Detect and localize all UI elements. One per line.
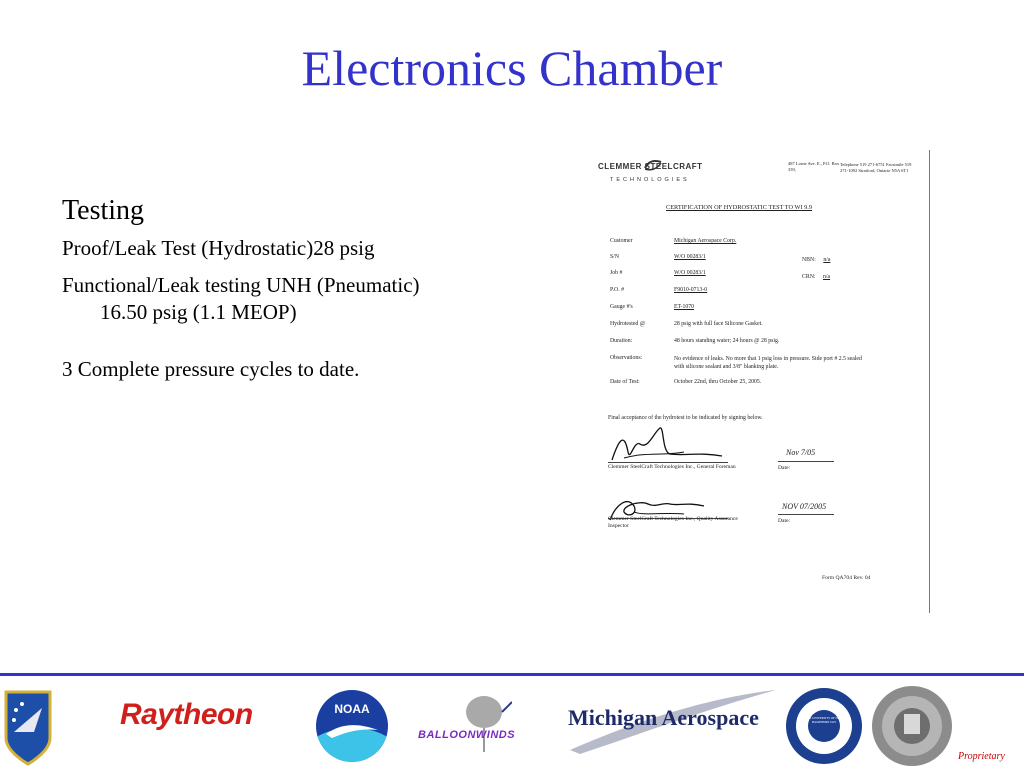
field-value: 28 psig with full face Silicone Gasket. [674, 321, 763, 327]
balloon-icon [452, 694, 512, 756]
document-edge [929, 150, 930, 613]
date-label: Date: [778, 465, 791, 471]
raytheon-logo: Raytheon [120, 698, 253, 731]
field-value: 48 hours standing water; 24 hours @ 28 psig. [674, 338, 780, 344]
signature-foreman [604, 422, 724, 467]
crn-field [802, 274, 830, 280]
noaa-text: NOAA [334, 702, 370, 716]
date-line [778, 514, 834, 515]
bullet-proof-test: Proof/Leak Test (Hydrostatic)28 psig [62, 236, 375, 260]
company-sub: TECHNOLOGIES [610, 177, 690, 183]
nbn-value: n/a [823, 257, 831, 263]
date-label: Date: [778, 518, 791, 524]
date-foreman: Nov 7/05 [786, 448, 816, 457]
unh-seal-center [808, 710, 840, 742]
michigan-aerospace-logo: Michigan Aerospace [568, 705, 759, 730]
company-name: CLEMMER STEELCRAFT [598, 162, 703, 171]
field-value: October 22nd, thru October 25, 2005. [674, 379, 762, 385]
bullet-cycles: 3 Complete pressure cycles to date. [62, 357, 360, 381]
hawaii-seal-logo [870, 684, 954, 768]
signer-inspector: Clemmer SteelCraft Technologies Inc., Quality Assurance Inspector [608, 516, 738, 529]
crn-label: CRN: [802, 274, 816, 280]
field-value: W/O 00283/1 [674, 270, 706, 276]
field-label: Observations: [610, 355, 643, 361]
noaa-logo [316, 690, 388, 762]
unh-seal [786, 688, 862, 764]
signature-line [608, 462, 728, 463]
balloonwinds-logo: BALLOONWINDS [418, 729, 516, 741]
date-inspector: NOV 07/2005 [782, 502, 827, 511]
field-value: Michigan Aerospace Corp. [674, 238, 737, 244]
noaa-bird-icon [326, 720, 378, 740]
final-acceptance-note: Final acceptance of the hydrotest to be indicated by signing below. [608, 415, 763, 421]
field-label: P.O. # [610, 287, 625, 293]
certificate-title: CERTIFICATION OF HYDROSTATIC TEST TO WI 9.9 [666, 204, 812, 211]
company-address: 487 Lorne Ave. E., P.O. Box 339, [788, 161, 840, 172]
signer-foreman: Clemmer SteelCraft Technologies Inc., General Foreman [608, 464, 736, 470]
slide-title: Electronics Chamber [301, 40, 723, 96]
proprietary-label: Proprietary [958, 751, 1005, 762]
field-label: S/N [610, 254, 620, 260]
unh-seal-text: THE UNIVERSITY OF NEW HAMPSHIRE 1923 [805, 716, 843, 724]
nbn-field [802, 257, 830, 263]
date-line [778, 461, 834, 462]
footer-rule [0, 673, 1024, 676]
afrl-shield-logo [2, 688, 54, 768]
field-label: Date of Test: [610, 379, 640, 385]
field-label: Duration: [610, 338, 633, 344]
field-label: Gauge #'s [610, 304, 633, 310]
field-value: ET-1070 [674, 304, 695, 310]
field-value: No evidence of leaks. No more that 1 psig loss in pressure. Side port # 2.5 sealed with silicone sealant and 3/8" blanking plate. [674, 356, 862, 370]
nbn-label: NBN: [802, 257, 816, 263]
field-label: Hydrotested @ [610, 321, 646, 327]
field-label: Customer [610, 238, 633, 244]
section-heading: Testing [62, 195, 145, 226]
field-label: Job # [610, 270, 623, 276]
form-number: Form QA704 Rev. 04 [822, 575, 871, 581]
slide-body [62, 195, 462, 393]
field-value: W/O 00283/1 [674, 254, 706, 260]
company-phone: Telephone 519 271-6751 Facsimile 519 271-1092 Stratford, Ontario N5A 6T1 [840, 162, 912, 173]
field-value: F9010-0713-0 [674, 287, 708, 293]
bullet-functional-test: Functional/Leak testing UNH (Pneumatic) 16.50 psig (1.1 MEOP) [62, 273, 420, 324]
crn-value: n/a [822, 274, 831, 280]
certificate-scan [588, 150, 930, 613]
